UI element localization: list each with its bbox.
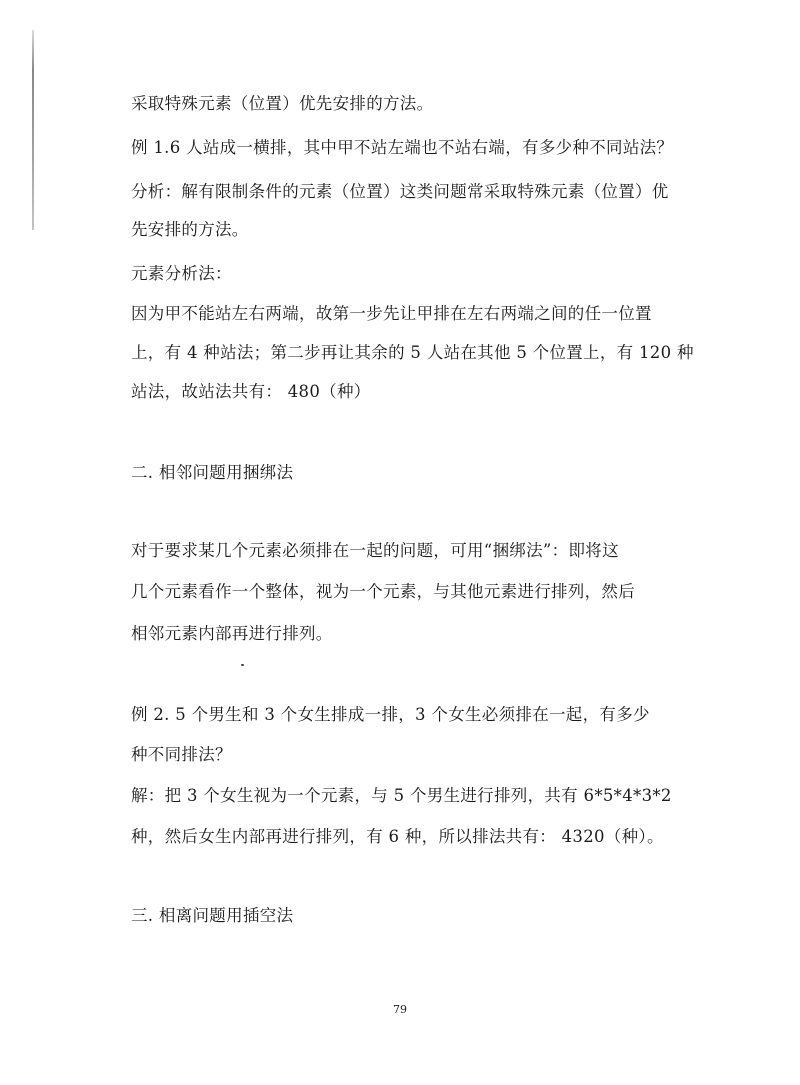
section-heading-binding: 二. 相邻问题用捆绑法 <box>131 463 294 482</box>
example2-line: 种不同排法？ <box>131 745 232 764</box>
solution-line: 上，有 4 种站法；第二步再让其余的 5 人站在其他 5 个位置上，有 120 种 <box>131 343 694 362</box>
example2-line: 例 2. 5 个男生和 3 个女生排成一排，3 个女生必须排在一起，有多少 <box>131 705 650 724</box>
page-number: 79 <box>393 1003 407 1016</box>
solution-line: 站法，故站法共有： 480（种） <box>131 382 371 401</box>
analysis-line: 先安排的方法。 <box>131 220 249 239</box>
scan-edge-mark <box>32 30 34 230</box>
example2-solution-line: 种，然后女生内部再进行排列，有 6 种，所以排法共有： 4320（种）。 <box>131 827 664 846</box>
example2-solution-line: 解：把 3 个女生视为一个元素，与 5 个男生进行排列，共有 6*5*4*3*2 <box>131 786 672 805</box>
example1-line: 例 1.6 人站成一横排，其中甲不站左端也不站右端，有多少种不同站法？ <box>131 138 674 157</box>
method-title: 元素分析法： <box>131 264 232 283</box>
binding-text-line: 相邻元素内部再进行排列。 <box>131 624 333 643</box>
analysis-line: 分析：解有限制条件的元素（位置）这类问题常采取特殊元素（位置）优 <box>131 182 669 201</box>
binding-text-line: 几个元素看作一个整体，视为一个元素，与其他元素进行排列，然后 <box>131 582 635 601</box>
binding-text-line: 对于要求某几个元素必须排在一起的问题，可用“捆绑法”：即将这 <box>131 541 619 560</box>
solution-line: 因为甲不能站左右两端，故第一步先让甲排在左右两端之间的任一位置 <box>131 304 652 323</box>
scan-speck <box>241 664 244 666</box>
section-heading-insertion: 三. 相离问题用插空法 <box>131 906 294 925</box>
text-line: 采取特殊元素（位置）优先安排的方法。 <box>131 94 434 113</box>
